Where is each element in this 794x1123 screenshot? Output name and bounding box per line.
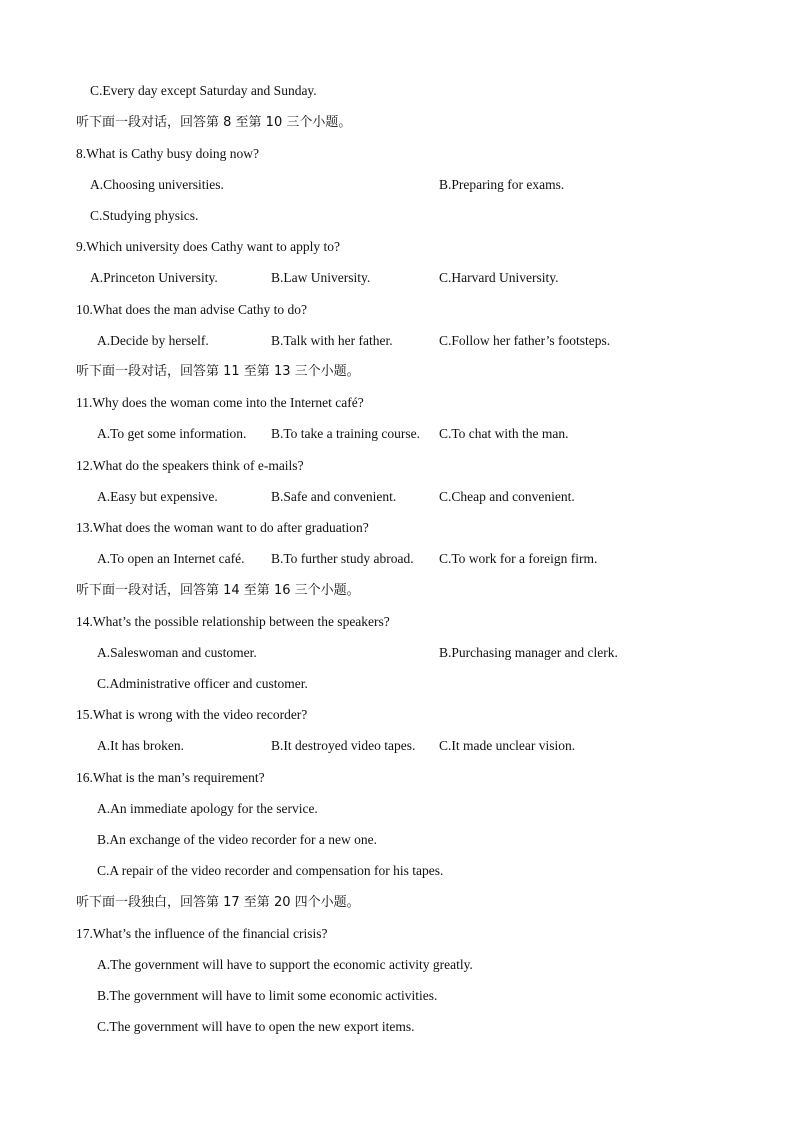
option-b: B.The government will have to limit some economic activities. — [97, 988, 438, 1003]
option-c: C.To chat with the man. — [439, 426, 569, 441]
option-b: B.It destroyed video tapes. — [271, 738, 416, 753]
option-a: A.The government will have to support the economic activity greatly. — [97, 957, 473, 972]
option-b: B.Safe and convenient. — [271, 489, 397, 504]
option-c: C.Harvard University. — [439, 270, 559, 285]
question-text: 15.What is wrong with the video recorder? — [76, 707, 308, 722]
option-a: A.To get some information. — [97, 426, 247, 441]
option-a: A.An immediate apology for the service. — [97, 801, 318, 816]
option-c: C.The government will have to open the new export items. — [97, 1019, 415, 1034]
question-text: 12.What do the speakers think of e-mails? — [76, 458, 304, 473]
section-instruction: 听下面一段对话，回答第 11 至第 13 三个小题。 — [76, 364, 360, 379]
option-c: C.Follow her father’s footsteps. — [439, 333, 611, 348]
option-b: B.Purchasing manager and clerk. — [439, 645, 618, 660]
option-b: B.An exchange of the video recorder for a new one. — [97, 832, 378, 847]
section-instruction: 听下面一段对话，回答第 8 至第 10 三个小题。 — [76, 115, 352, 130]
question-text: 11.Why does the woman come into the Internet café? — [76, 395, 364, 410]
option-c: C.Cheap and convenient. — [439, 489, 575, 504]
question-text: 17.What’s the influence of the financial crisis? — [76, 926, 328, 941]
option-c: C.Administrative officer and customer. — [97, 676, 308, 691]
option-a: A.Choosing universities. — [90, 177, 224, 192]
question-text: 13.What does the woman want to do after graduation? — [76, 520, 369, 535]
option-a: A.Princeton University. — [90, 270, 218, 285]
option-a: A.Easy but expensive. — [97, 489, 218, 504]
section-instruction: 听下面一段独白，回答第 17 至第 20 四个小题。 — [76, 895, 360, 910]
question-text: 16.What is the man’s requirement? — [76, 770, 265, 785]
option-a: A.Saleswoman and customer. — [97, 645, 257, 660]
option-b: B.To further study abroad. — [271, 551, 414, 566]
question-text: 8.What is Cathy busy doing now? — [76, 146, 259, 161]
question-text: 9.Which university does Cathy want to apply to? — [76, 239, 340, 254]
option-a: A.To open an Internet café. — [97, 551, 245, 566]
option-b: B.To take a training course. — [271, 426, 421, 441]
section-instruction: 听下面一段对话，回答第 14 至第 16 三个小题。 — [76, 583, 360, 598]
option-a: A.It has broken. — [97, 738, 184, 753]
option-b: B.Talk with her father. — [271, 333, 393, 348]
option-b: B.Preparing for exams. — [439, 177, 565, 192]
question-text: 10.What does the man advise Cathy to do? — [76, 302, 307, 317]
option-text: C.Every day except Saturday and Sunday. — [90, 83, 317, 98]
question-text: 14.What’s the possible relationship between the speakers? — [76, 614, 390, 629]
option-c: C.It made unclear vision. — [439, 738, 576, 753]
option-c: C.Studying physics. — [90, 208, 199, 223]
option-a: A.Decide by herself. — [97, 333, 209, 348]
option-c: C.To work for a foreign firm. — [439, 551, 598, 566]
option-b: B.Law University. — [271, 270, 371, 285]
option-c: C.A repair of the video recorder and compensation for his tapes. — [97, 863, 444, 878]
